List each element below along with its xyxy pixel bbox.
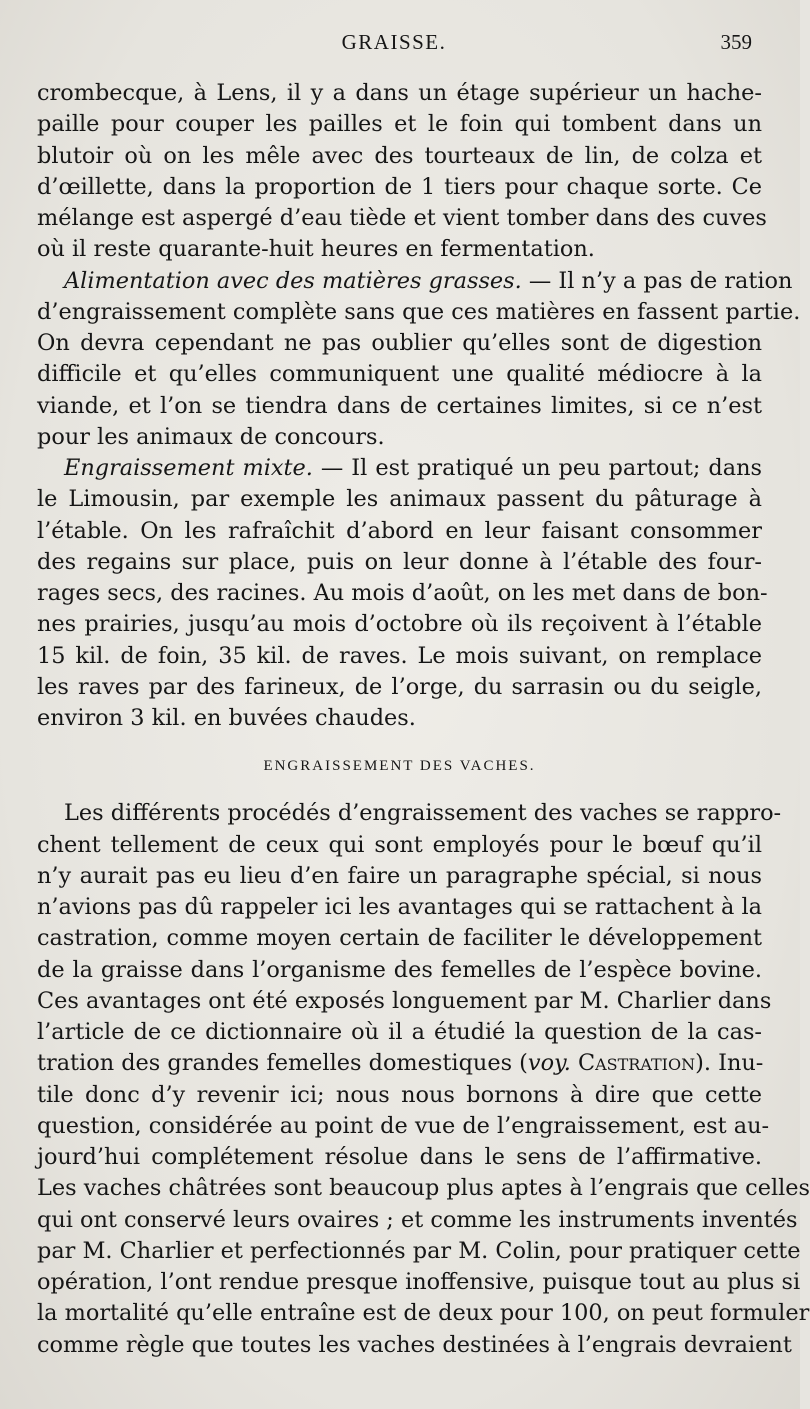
text-line xyxy=(37,1048,762,1079)
section-heading: ENGRAISSEMENT DES VACHES. xyxy=(263,758,536,775)
page-number: 359 xyxy=(720,30,752,54)
text-line: l’article de ce dictionnaire où il a étudié la question de la cas- xyxy=(37,1019,762,1045)
paragraph-lead-title: Alimentation avec des matières grasses. xyxy=(64,267,522,294)
text-line xyxy=(37,266,793,297)
text-line: environ 3 kil. en buvées chaudes. xyxy=(37,705,416,731)
text-line: de la graisse dans l’organisme des femelles de l’espèce bovine. xyxy=(37,956,762,983)
text-line: Les différents procédés d’engraissement des vaches se rappro- xyxy=(64,800,782,827)
paragraph-lead-title: Engraissement mixte. xyxy=(64,455,313,481)
text-line: des regains sur place, puis on leur donne à l’étable des four- xyxy=(37,548,762,575)
text-line: paille pour couper les pailles et le foin qui tombent dans un xyxy=(37,111,762,138)
text-line: mélange est aspergé d’eau tiède et vient tomber dans des cuves xyxy=(37,205,767,231)
text-line: n’y aurait pas eu lieu d’en faire un paragraphe spécial, si nous xyxy=(37,862,762,889)
text-line: Ces avantages ont été exposés longuement par M. Charlier dans xyxy=(37,987,772,1014)
text-line: question, considérée au point de vue de l’engraissement, est au- xyxy=(37,1112,770,1139)
line-rest: — Il est pratiqué un peu partout; dans xyxy=(312,455,762,481)
paragraph-cow-fattening xyxy=(37,798,810,1361)
text-line: blutoir où on les mêle avec des tourteaux de lin, de colza et xyxy=(37,142,762,169)
text-line: qui ont conservé leurs ovaires ; et comme les instruments inventés xyxy=(37,1206,798,1233)
running-title: GRAISSE. xyxy=(341,30,447,54)
text-line: opération, l’ont rendue presque inoffensive, puisque tout au plus si xyxy=(37,1269,801,1295)
body-text xyxy=(37,78,810,1361)
text-line: pour les animaux de concours. xyxy=(37,423,385,450)
text-line: comme règle que toutes les vaches destinées à l’engrais devraient xyxy=(37,1331,792,1358)
text-line: difficile et qu’elles communiquent une qualité médiocre à la xyxy=(37,361,762,388)
line-part: tration des grandes femelles domestiques ( xyxy=(37,1050,528,1077)
text-line: On devra cependant ne pas oublier qu’elles sont de digestion xyxy=(37,330,762,356)
paragraph-mixed-fattening xyxy=(37,453,768,734)
text-line: la mortalité qu’elle entraîne est de deux pour 100, on peut formuler xyxy=(37,1300,810,1327)
text-line: Les vaches châtrées sont beaucoup plus aptes à l’engrais que celles xyxy=(37,1175,810,1202)
text-line: rages secs, des racines. Au mois d’août, on les met dans de bon- xyxy=(37,580,768,606)
text-line: n’avions pas dû rappeler ici les avantages qui se rattachent à la xyxy=(37,894,762,920)
text-line: castration, comme moyen certain de faciliter le développement xyxy=(37,925,762,952)
text-line: 15 kil. de foin, 35 kil. de raves. Le mois suivant, on remplace xyxy=(37,642,762,669)
cross-reference: Castration xyxy=(577,1050,696,1077)
voy-abbreviation: voy. xyxy=(527,1050,571,1077)
text-line: chent tellement de ceux qui sont employés pour le bœuf qu’il xyxy=(37,831,762,858)
text-line: d’engraissement complète sans que ces matières en fassent partie. xyxy=(37,298,801,325)
text-line: viande, et l’on se tiendra dans de certaines limites, si ce n’est xyxy=(37,392,762,419)
text-line xyxy=(37,453,762,484)
text-line: par M. Charlier et perfectionnés par M. Colin, pour pratiquer cette xyxy=(37,1237,801,1264)
text-line: le Limousin, par exemple les animaux passent du pâturage à xyxy=(37,486,762,513)
paragraph-fermentation xyxy=(37,78,767,266)
text-line: nes prairies, jusqu’au mois d’octobre où ils reçoivent à l’étable xyxy=(37,611,762,638)
text-line: crombecque, à Lens, il y a dans un étage supérieur un hache- xyxy=(37,80,762,106)
running-head xyxy=(36,30,752,62)
text-line: l’étable. On les rafraîchit d’abord en leur faisant consommer xyxy=(37,517,762,544)
text-line: tile donc d’y revenir ici; nous nous bornons à dire que cette xyxy=(37,1081,762,1108)
paragraph-fatty-feed xyxy=(37,266,801,454)
text-line: jourd’hui complétement résolue dans le sens de l’affirmative. xyxy=(37,1144,762,1170)
text-line: où il reste quarante-huit heures en fermentation. xyxy=(37,236,595,263)
line-part: ). Inu- xyxy=(695,1050,764,1077)
text-line: les raves par des farineux, de l’orge, du sarrasin ou du seigle, xyxy=(37,673,762,700)
text-line: d’œillette, dans la proportion de 1 tiers pour chaque sorte. Ce xyxy=(37,173,762,200)
line-rest: — Il n’y a pas de ration xyxy=(521,267,793,294)
